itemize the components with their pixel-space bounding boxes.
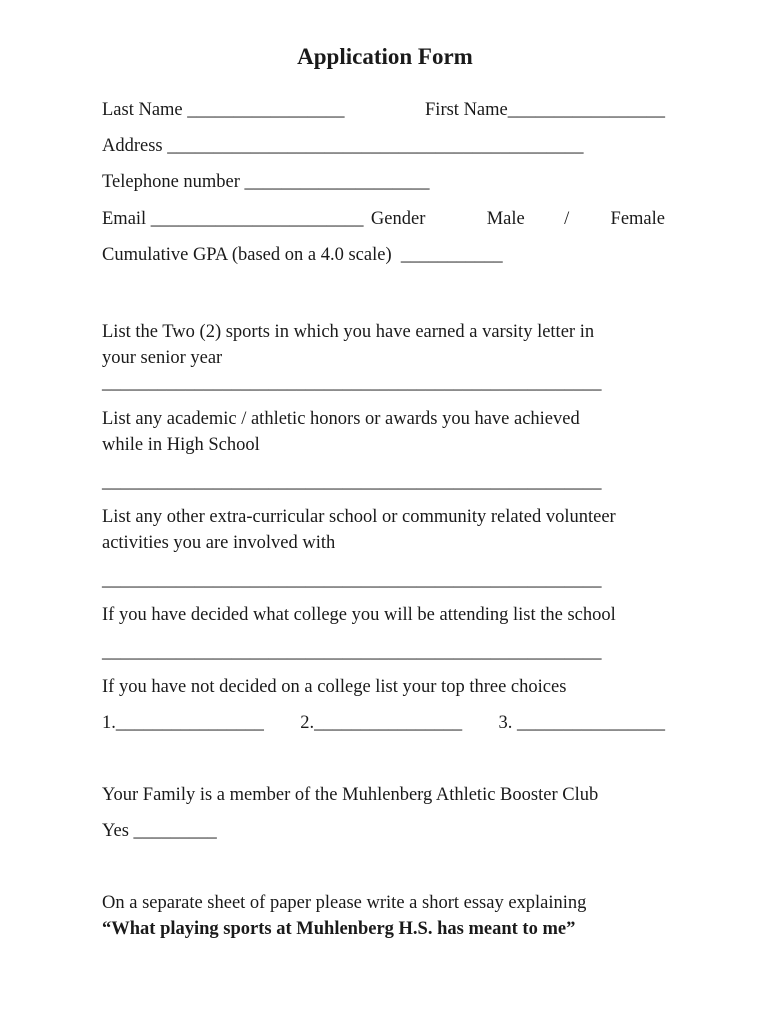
gender-separator: / — [564, 209, 570, 229]
email-gender-row — [102, 210, 665, 229]
college-undecided-question: If you have not decided on a college list your top three choices — [102, 677, 567, 697]
last-name-field[interactable]: Last Name _________________ — [102, 100, 345, 120]
email-field[interactable]: Email _______________________ — [102, 209, 364, 229]
sports-answer-blank[interactable]: ______________________________________________________ — [102, 373, 602, 393]
sports-question-line1: List the Two (2) sports in which you have earned a varsity letter in — [102, 322, 595, 342]
essay-topic: “What playing sports at Muhlenberg H.S. has meant to me” — [102, 919, 576, 939]
honors-answer-blank[interactable]: ______________________________________________________ — [102, 472, 602, 492]
honors-question-line2: while in High School — [102, 435, 260, 455]
college-decided-question: If you have decided what college you will be attending list the school — [102, 605, 616, 625]
page-title: Application Form — [297, 44, 473, 69]
activities-question-line1: List any other extra-curricular school or community related volunteer — [102, 507, 616, 527]
college-choice-1[interactable]: 1.________________ — [102, 713, 264, 733]
activities-question-line2: activities you are involved with — [102, 533, 336, 553]
sports-question-line2: your senior year — [102, 348, 223, 368]
first-name-field[interactable]: First Name_________________ — [425, 100, 665, 120]
gender-female-option[interactable]: Female — [610, 209, 665, 229]
gender-label: Gender — [370, 209, 426, 229]
gender-male-option[interactable]: Male — [486, 209, 525, 229]
college-decided-blank[interactable]: ______________________________________________________ — [102, 642, 602, 662]
booster-club-yes-field[interactable]: Yes _________ — [102, 821, 217, 841]
college-choice-3[interactable]: 3. ________________ — [498, 713, 665, 733]
gpa-field[interactable]: Cumulative GPA (based on a 4.0 scale) ___________ — [102, 245, 503, 265]
honors-question-line1: List any academic / athletic honors or awards you have achieved — [102, 409, 580, 429]
name-row — [102, 101, 665, 120]
college-choice-2[interactable]: 2.________________ — [300, 713, 463, 733]
activities-answer-blank[interactable]: ______________________________________________________ — [102, 570, 602, 590]
college-choices-row — [102, 714, 665, 733]
telephone-field[interactable]: Telephone number ____________________ — [102, 172, 430, 192]
booster-club-statement: Your Family is a member of the Muhlenberg Athletic Booster Club — [102, 785, 599, 805]
essay-instruction: On a separate sheet of paper please write a short essay explaining — [102, 893, 587, 913]
address-field[interactable]: Address _____________________________________________ — [102, 136, 584, 156]
